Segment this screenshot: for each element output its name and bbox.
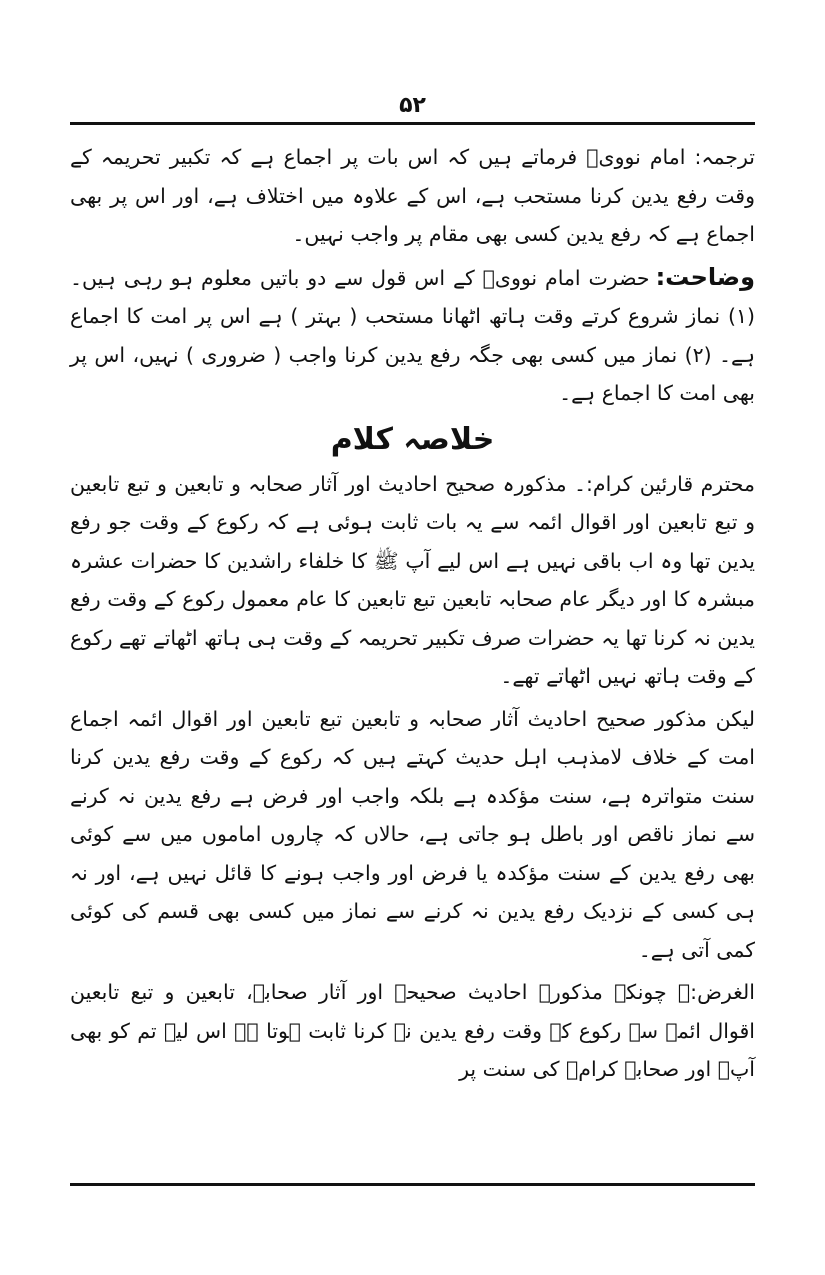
conclusion-paragraph: الغرض:۔ چونکہ مذکورہ احادیث صحیحہ اور آثار صحابہ، تابعین و تبع تابعین اقوال ائمہ سے رکوع کے وقت رفع یدین نہ کرنا ثابت ہوتا ہے اس لیے تم کو بھی آپؐ اور صحابہ کرامؓ کی سنت پر (70, 980, 755, 1081)
bottom-divider (70, 1183, 755, 1186)
page-body (70, 138, 755, 1093)
explanation-paragraph (70, 258, 755, 413)
counter-paragraph: لیکن مذکور صحیح احادیث آثار صحابہ و تابعین تبع تابعین اور اقوال ائمہ اجماع امت کے خلاف لامذہب اہل حدیث کہتے ہیں کہ رکوع کے وقت رفع یدین کرنا سنت متواترہ ہے، سنت مؤکدہ ہے بلکہ واجب اور فرض ہے رفع یدین نہ کرنے سے نماز ناقص اور باطل ہو جاتی ہے، حالاں کہ چاروں اماموں میں سے کوئی بھی رفع یدین کے سنت مؤکدہ یا فرض اور واجب ہونے کا قائل نہیں ہے، اور نہ ہی کسی کے نزدیک رفع یدین نہ کرنے سے نماز میں کسی بھی قسم کی کوئی کمی آتی ہے۔ (70, 706, 755, 962)
top-divider (70, 122, 755, 125)
summary-paragraph: محترم قارئین کرام:۔ مذکورہ صحیح احادیث اور آثار صحابہ و تابعین و تبع تابعین و تبع تابعین اور اقوال ائمہ سے یہ بات ثابت ہوئی ہے کہ رکوع کے وقت جو رفع یدین تھا وہ اب باقی نہیں ہے اس لیے آپ ﷺ کا خلفاء راشدین کا حضرات عشرہ مبشرہ کا اور دیگر عام صحابہ تابعین تبع تابعین کا عام معمول رکوع کے وقت رفع یدین نہ کرنا تھا یہ حضرات صرف تکبیر تحریمہ کے وقت ہی ہاتھ اٹھاتے تھے رکوع کے وقت ہاتھ نہیں اٹھاتے تھے۔ (70, 471, 755, 688)
explanation-text: حضرت امام نوویؒ کے اس قول سے دو باتیں معلوم ہو رہی ہیں۔ (۱) نماز شروع کرتے وقت ہاتھ اٹھانا مستحب ( بہتر ) ہے اس پر امت کا اجماع ہے۔ (۲) نماز میں کسی بھی جگہ رفع یدین کرنا واجب ( ضروری ) نہیں، اس پر بھی امت کا اجماع ہے۔ (70, 265, 755, 405)
translation-paragraph: ترجمہ: امام نوویؒ فرماتے ہیں کہ اس بات پر اجماع ہے کہ تکبیر تحریمہ کے وقت رفع یدین کرنا مستحب ہے، اس کے علاوہ میں اختلاف ہے، اور اس پر بھی اجماع ہے کہ رفع یدین کسی بھی مقام پر واجب نہیں۔ (70, 145, 755, 246)
section-heading: خلاصہ کلام (330, 421, 495, 457)
explanation-label: وضاحت: (655, 262, 755, 291)
page-number: ۵۲ (399, 93, 426, 118)
